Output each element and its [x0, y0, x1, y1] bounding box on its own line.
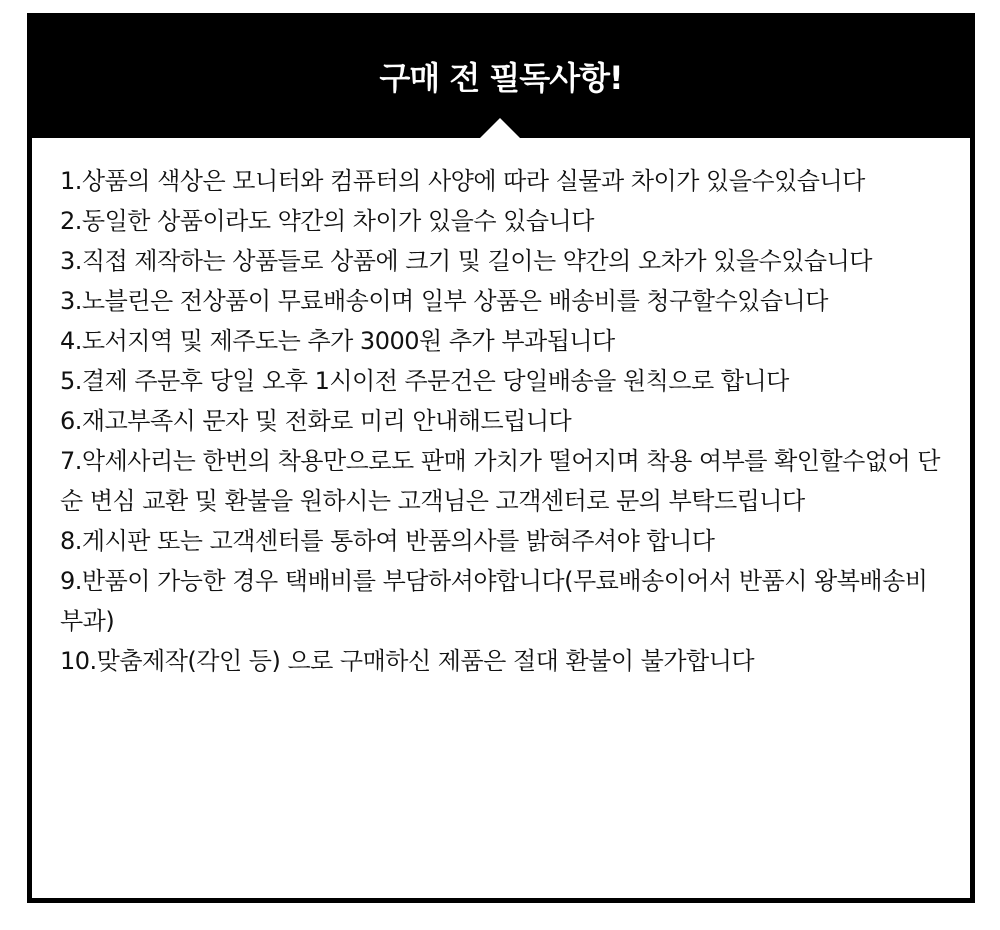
notice-item-2: 2.동일한 상품이라도 약간의 차이가 있을수 있습니다: [60, 207, 594, 235]
notice-list: [60, 161, 940, 681]
notice-item-6: 5.결제 주문후 당일 오후 1시이전 주문건은 당일배송을 원칙으로 합니다: [60, 367, 789, 395]
notice-item-11: 10.맞춤제작(각인 등) 으로 구매하신 제품은 절대 환불이 불가합니다: [60, 647, 755, 675]
notice-item-4: 3.노블린은 전상품이 무료배송이며 일부 상품은 배송비를 청구할수있습니다: [60, 287, 828, 315]
notice-item-3: 3.직접 제작하는 상품들로 상품에 크기 및 길이는 약간의 오차가 있을수있습니다: [60, 247, 872, 275]
notice-item-10: 9.반품이 가능한 경우 택배비를 부담하셔야합니다(무료배송이어서 반품시 왕복배송비부과): [60, 567, 928, 635]
notice-box: [27, 13, 975, 903]
notice-item-8: 7.악세사리는 한번의 착용만으로도 판매 가치가 떨어지며 착용 여부를 확인할수없어 단순 변심 교환 및 환불을 원하시는 고객님은 고객센터로 문의 부탁드립니다: [60, 447, 940, 515]
notice-item-1: 1.상품의 색상은 모니터와 컴퓨터의 사양에 따라 실물과 차이가 있을수있습니다: [60, 167, 865, 195]
notice-item-9: 8.게시판 또는 고객센터를 통하여 반품의사를 밝혀주셔야 합니다: [60, 527, 715, 555]
header-pointer: [480, 118, 520, 138]
notice-item-7: 6.재고부족시 문자 및 전화로 미리 안내해드립니다: [60, 407, 572, 435]
notice-title: 구매 전 필독사항!: [379, 59, 623, 97]
notice-item-5: 4.도서지역 및 제주도는 추가 3000원 추가 부과됩니다: [60, 327, 615, 355]
